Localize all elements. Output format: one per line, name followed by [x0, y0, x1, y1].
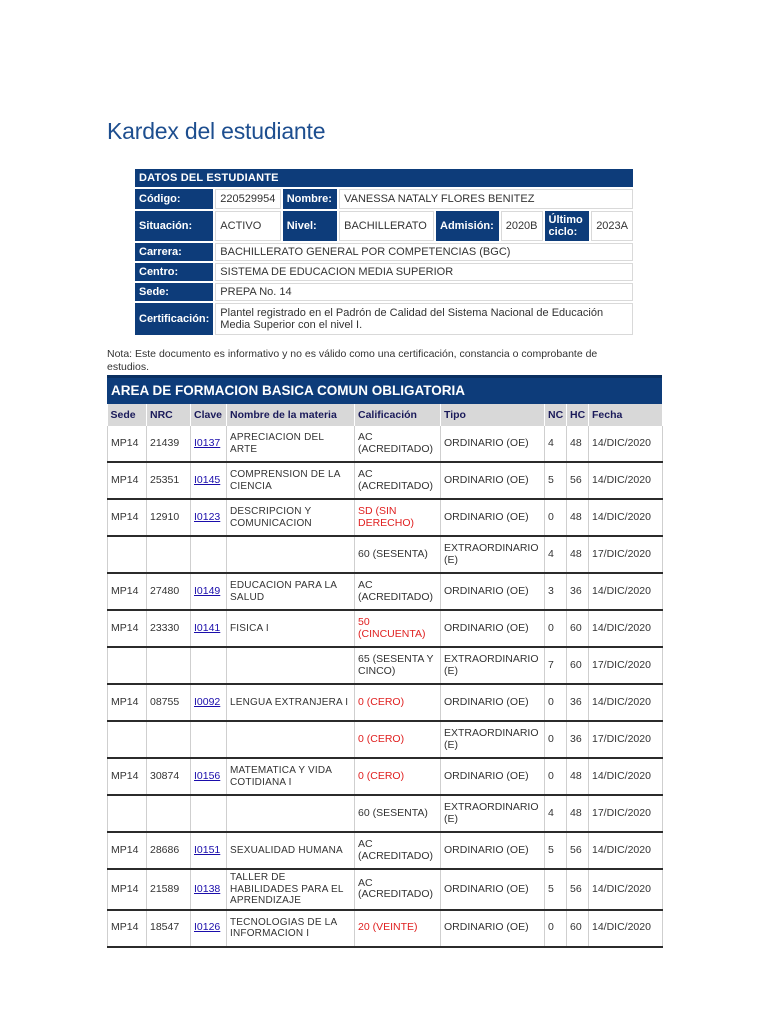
subject-name-cell: TALLER DE HABILIDADES PARA EL APRENDIZAJE: [227, 869, 355, 910]
clave-cell: [191, 610, 227, 647]
exam-type-cell: ORDINARIO (OE): [441, 869, 545, 910]
nivel-value: BACHILLERATO: [339, 211, 434, 241]
sede-cell: [108, 721, 147, 758]
hc-cell: 48: [567, 536, 589, 573]
centro-label: Centro:: [135, 263, 213, 281]
certificacion-value: Plantel registrado en el Padrón de Calidad del Sistema Nacional de Educación Media Superior con el nivel I.: [215, 303, 633, 335]
situacion-value: ACTIVO: [215, 211, 280, 241]
subject-name-cell: APRECIACION DEL ARTE: [227, 426, 355, 462]
nrc-cell: 28686: [147, 832, 191, 869]
grade-cell: AC (ACREDITADO): [355, 573, 441, 610]
grade-cell: 60 (SESENTA): [355, 795, 441, 832]
nc-cell: 5: [545, 832, 567, 869]
clave-link[interactable]: I0126: [194, 921, 221, 934]
carrera-value: BACHILLERATO GENERAL POR COMPETENCIAS (BGC): [215, 243, 633, 261]
exam-type-cell: ORDINARIO (OE): [441, 499, 545, 536]
sede-cell: MP14: [108, 832, 147, 869]
exam-type-cell: ORDINARIO (OE): [441, 573, 545, 610]
clave-cell: [191, 832, 227, 869]
ultimo-ciclo-value: 2023A: [591, 211, 633, 241]
clave-cell: [191, 795, 227, 832]
nrc-cell: 21439: [147, 426, 191, 462]
sede-cell: MP14: [108, 426, 147, 462]
subject-name-cell: FISICA I: [227, 610, 355, 647]
exam-type-cell: ORDINARIO (OE): [441, 758, 545, 795]
exam-type-cell: EXTRAORDINARIO (E): [441, 795, 545, 832]
student-info-header: DATOS DEL ESTUDIANTE: [135, 169, 633, 187]
clave-link[interactable]: I0123: [194, 510, 221, 523]
grade-cell: 50 (CINCUENTA): [355, 610, 441, 647]
date-cell: 14/DIC/2020: [589, 499, 663, 536]
nrc-cell: 25351: [147, 462, 191, 499]
nrc-cell: 18547: [147, 910, 191, 947]
clave-cell: [191, 426, 227, 462]
clave-cell: [191, 758, 227, 795]
grade-row: [108, 758, 663, 795]
column-header-clave: Clave: [191, 404, 227, 426]
clave-link[interactable]: I0138: [194, 882, 221, 895]
column-header-materia: Nombre de la materia: [227, 404, 355, 426]
hc-cell: 36: [567, 721, 589, 758]
column-header-calificacion: Calificación: [355, 404, 441, 426]
grade-row: [108, 910, 663, 947]
clave-cell: [191, 536, 227, 573]
sede-cell: [108, 795, 147, 832]
date-cell: 14/DIC/2020: [589, 684, 663, 721]
hc-cell: 48: [567, 426, 589, 462]
nc-cell: 0: [545, 499, 567, 536]
nc-cell: 4: [545, 426, 567, 462]
subject-name-cell: LENGUA EXTRANJERA I: [227, 684, 355, 721]
exam-type-cell: EXTRAORDINARIO (E): [441, 721, 545, 758]
column-header-nrc: NRC: [147, 404, 191, 426]
clave-link[interactable]: I0141: [194, 621, 221, 634]
date-cell: 14/DIC/2020: [589, 869, 663, 910]
grade-row: [108, 499, 663, 536]
disclaimer-note: Nota: Este documento es informativo y no es válido como una certificación, constancia o comprobante de estudios.: [107, 348, 598, 373]
centro-value: SISTEMA DE EDUCACION MEDIA SUPERIOR: [215, 263, 633, 281]
ultimo-ciclo-label: Último ciclo:: [545, 211, 590, 241]
hc-cell: 56: [567, 462, 589, 499]
clave-cell: [191, 462, 227, 499]
grade-row: [108, 647, 663, 684]
codigo-label: Código:: [135, 189, 213, 209]
date-cell: 14/DIC/2020: [589, 426, 663, 462]
grade-row: [108, 573, 663, 610]
clave-link[interactable]: I0149: [194, 584, 221, 597]
grades-section-title: AREA DE FORMACION BASICA COMUN OBLIGATORIA: [107, 375, 662, 404]
nrc-cell: 12910: [147, 499, 191, 536]
grade-cell: 0 (CERO): [355, 721, 441, 758]
hc-cell: 56: [567, 832, 589, 869]
subject-name-cell: DESCRIPCION Y COMUNICACION: [227, 499, 355, 536]
column-header-tipo: Tipo: [441, 404, 545, 426]
grade-cell: AC (ACREDITADO): [355, 462, 441, 499]
date-cell: 14/DIC/2020: [589, 462, 663, 499]
subject-name-cell: EDUCACION PARA LA SALUD: [227, 573, 355, 610]
sede-cell: MP14: [108, 758, 147, 795]
nrc-cell: 08755: [147, 684, 191, 721]
sede-cell: [108, 536, 147, 573]
situacion-label: Situación:: [135, 211, 213, 241]
admision-value: 2020B: [501, 211, 543, 241]
nc-cell: 0: [545, 910, 567, 947]
nc-cell: 0: [545, 758, 567, 795]
sede-cell: MP14: [108, 910, 147, 947]
grade-row: [108, 426, 663, 462]
clave-cell: [191, 721, 227, 758]
date-cell: 14/DIC/2020: [589, 832, 663, 869]
clave-cell: [191, 499, 227, 536]
grade-cell: SD (SIN DERECHO): [355, 499, 441, 536]
sede-label: Sede:: [135, 283, 213, 301]
hc-cell: 36: [567, 684, 589, 721]
clave-link[interactable]: I0145: [194, 473, 221, 486]
subject-name-cell: MATEMATICA Y VIDA COTIDIANA I: [227, 758, 355, 795]
nrc-cell: 30874: [147, 758, 191, 795]
grade-cell: 65 (SESENTA Y CINCO): [355, 647, 441, 684]
nrc-cell: 21589: [147, 869, 191, 910]
column-header-hc: HC: [567, 404, 589, 426]
grade-row: [108, 610, 663, 647]
clave-cell: [191, 573, 227, 610]
sede-value: PREPA No. 14: [215, 283, 633, 301]
grade-cell: 0 (CERO): [355, 684, 441, 721]
carrera-label: Carrera:: [135, 243, 213, 261]
codigo-value: 220529954: [215, 189, 280, 209]
grade-row: [108, 795, 663, 832]
nc-cell: 4: [545, 536, 567, 573]
nivel-label: Nivel:: [283, 211, 337, 241]
subject-name-cell: COMPRENSION DE LA CIENCIA: [227, 462, 355, 499]
exam-type-cell: EXTRAORDINARIO (E): [441, 536, 545, 573]
nc-cell: 7: [545, 647, 567, 684]
grades-table: [107, 404, 663, 948]
nrc-cell: 23330: [147, 610, 191, 647]
grade-row: [108, 684, 663, 721]
hc-cell: 60: [567, 910, 589, 947]
nrc-cell: [147, 721, 191, 758]
date-cell: 14/DIC/2020: [589, 910, 663, 947]
date-cell: 17/DIC/2020: [589, 536, 663, 573]
grade-cell: AC (ACREDITADO): [355, 832, 441, 869]
nc-cell: 4: [545, 795, 567, 832]
grade-cell: AC (ACREDITADO): [355, 426, 441, 462]
nc-cell: 0: [545, 684, 567, 721]
subject-name-cell: [227, 721, 355, 758]
hc-cell: 48: [567, 499, 589, 536]
grade-cell: 60 (SESENTA): [355, 536, 441, 573]
grade-row: [108, 869, 663, 910]
clave-cell: [191, 910, 227, 947]
clave-link[interactable]: I0137: [194, 436, 221, 449]
sede-cell: MP14: [108, 462, 147, 499]
sede-cell: MP14: [108, 684, 147, 721]
nombre-value: VANESSA NATALY FLORES BENITEZ: [339, 189, 633, 209]
nrc-cell: [147, 647, 191, 684]
grades-header-row: [108, 404, 663, 426]
exam-type-cell: ORDINARIO (OE): [441, 684, 545, 721]
grade-row: [108, 536, 663, 573]
grade-cell: 20 (VEINTE): [355, 910, 441, 947]
hc-cell: 48: [567, 758, 589, 795]
hc-cell: 60: [567, 610, 589, 647]
hc-cell: 36: [567, 573, 589, 610]
grades-section: [107, 375, 662, 948]
clave-link[interactable]: I0092: [194, 695, 221, 708]
exam-type-cell: ORDINARIO (OE): [441, 610, 545, 647]
subject-name-cell: TECNOLOGIAS DE LA INFORMACION I: [227, 910, 355, 947]
date-cell: 17/DIC/2020: [589, 647, 663, 684]
nrc-cell: 27480: [147, 573, 191, 610]
clave-cell: [191, 869, 227, 910]
exam-type-cell: ORDINARIO (OE): [441, 910, 545, 947]
column-header-fecha: Fecha: [589, 404, 663, 426]
clave-cell: [191, 684, 227, 721]
exam-type-cell: ORDINARIO (OE): [441, 426, 545, 462]
subject-name-cell: SEXUALIDAD HUMANA: [227, 832, 355, 869]
hc-cell: 48: [567, 795, 589, 832]
grade-row: [108, 832, 663, 869]
nc-cell: 3: [545, 573, 567, 610]
nc-cell: 0: [545, 721, 567, 758]
admision-label: Admisión:: [436, 211, 499, 241]
column-header-sede: Sede: [108, 404, 147, 426]
date-cell: 17/DIC/2020: [589, 721, 663, 758]
grade-row: [108, 462, 663, 499]
clave-cell: [191, 647, 227, 684]
exam-type-cell: ORDINARIO (OE): [441, 832, 545, 869]
clave-link[interactable]: I0156: [194, 769, 221, 782]
nombre-label: Nombre:: [283, 189, 337, 209]
clave-link[interactable]: I0151: [194, 843, 221, 856]
sede-cell: [108, 647, 147, 684]
sede-cell: MP14: [108, 869, 147, 910]
grade-cell: AC (ACREDITADO): [355, 869, 441, 910]
date-cell: 14/DIC/2020: [589, 610, 663, 647]
student-info-table: [133, 167, 635, 337]
column-header-nc: NC: [545, 404, 567, 426]
date-cell: 14/DIC/2020: [589, 758, 663, 795]
subject-name-cell: [227, 795, 355, 832]
sede-cell: MP14: [108, 610, 147, 647]
date-cell: 14/DIC/2020: [589, 573, 663, 610]
grade-cell: 0 (CERO): [355, 758, 441, 795]
hc-cell: 56: [567, 869, 589, 910]
nc-cell: 5: [545, 869, 567, 910]
nc-cell: 0: [545, 610, 567, 647]
sede-cell: MP14: [108, 499, 147, 536]
sede-cell: MP14: [108, 573, 147, 610]
subject-name-cell: [227, 647, 355, 684]
nrc-cell: [147, 795, 191, 832]
subject-name-cell: [227, 536, 355, 573]
grade-row: [108, 721, 663, 758]
nrc-cell: [147, 536, 191, 573]
date-cell: 17/DIC/2020: [589, 795, 663, 832]
hc-cell: 60: [567, 647, 589, 684]
certificacion-label: Certificación:: [135, 303, 213, 335]
exam-type-cell: ORDINARIO (OE): [441, 462, 545, 499]
page-title: Kardex del estudiante: [107, 118, 326, 144]
nc-cell: 5: [545, 462, 567, 499]
exam-type-cell: EXTRAORDINARIO (E): [441, 647, 545, 684]
